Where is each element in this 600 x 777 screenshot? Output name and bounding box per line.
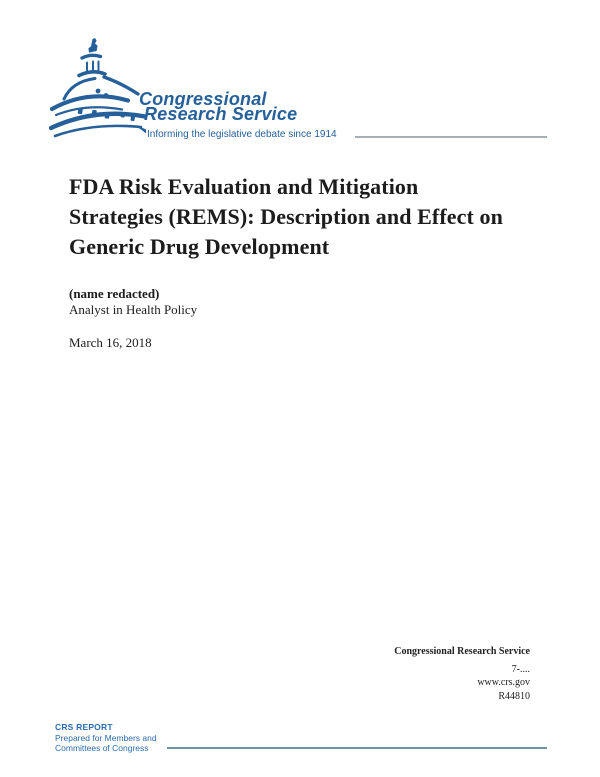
- logo-org-name-line1: Congressional: [139, 89, 267, 109]
- crs-report-label: CRS REPORT: [55, 722, 113, 732]
- crs-logo-wordmark: [139, 89, 298, 124]
- author-role: Analyst in Health Policy: [69, 301, 198, 317]
- report-title-line: FDA Risk Evaluation and Mitigation: [69, 174, 419, 199]
- report-title: [69, 172, 569, 262]
- capitol-dome-icon: [49, 38, 149, 144]
- report-title-line: Generic Drug Development: [69, 234, 330, 259]
- footer-website: www.crs.gov: [477, 677, 530, 688]
- author-block: [69, 286, 197, 317]
- report-date: March 16, 2018: [69, 335, 152, 350]
- prepared-for-line1: Prepared for Members and: [55, 732, 157, 743]
- author-name: (name redacted): [69, 286, 160, 301]
- footer-right: [394, 645, 530, 703]
- report-title-line: Strategies (REMS): Description and Effect on: [69, 204, 503, 229]
- footer-org: Congressional Research Service: [394, 646, 530, 657]
- footer-left: [55, 722, 157, 754]
- header-rule: [355, 136, 547, 138]
- logo-tagline: Informing the legislative debate since 1914: [147, 129, 337, 140]
- report-number: R44810: [498, 690, 530, 702]
- logo-org-name-line2: Research Service: [144, 104, 298, 124]
- prepared-for-line2: Committees of Congress: [55, 743, 149, 753]
- footer-rule: [167, 747, 547, 749]
- footer-phone: 7-....: [511, 663, 530, 675]
